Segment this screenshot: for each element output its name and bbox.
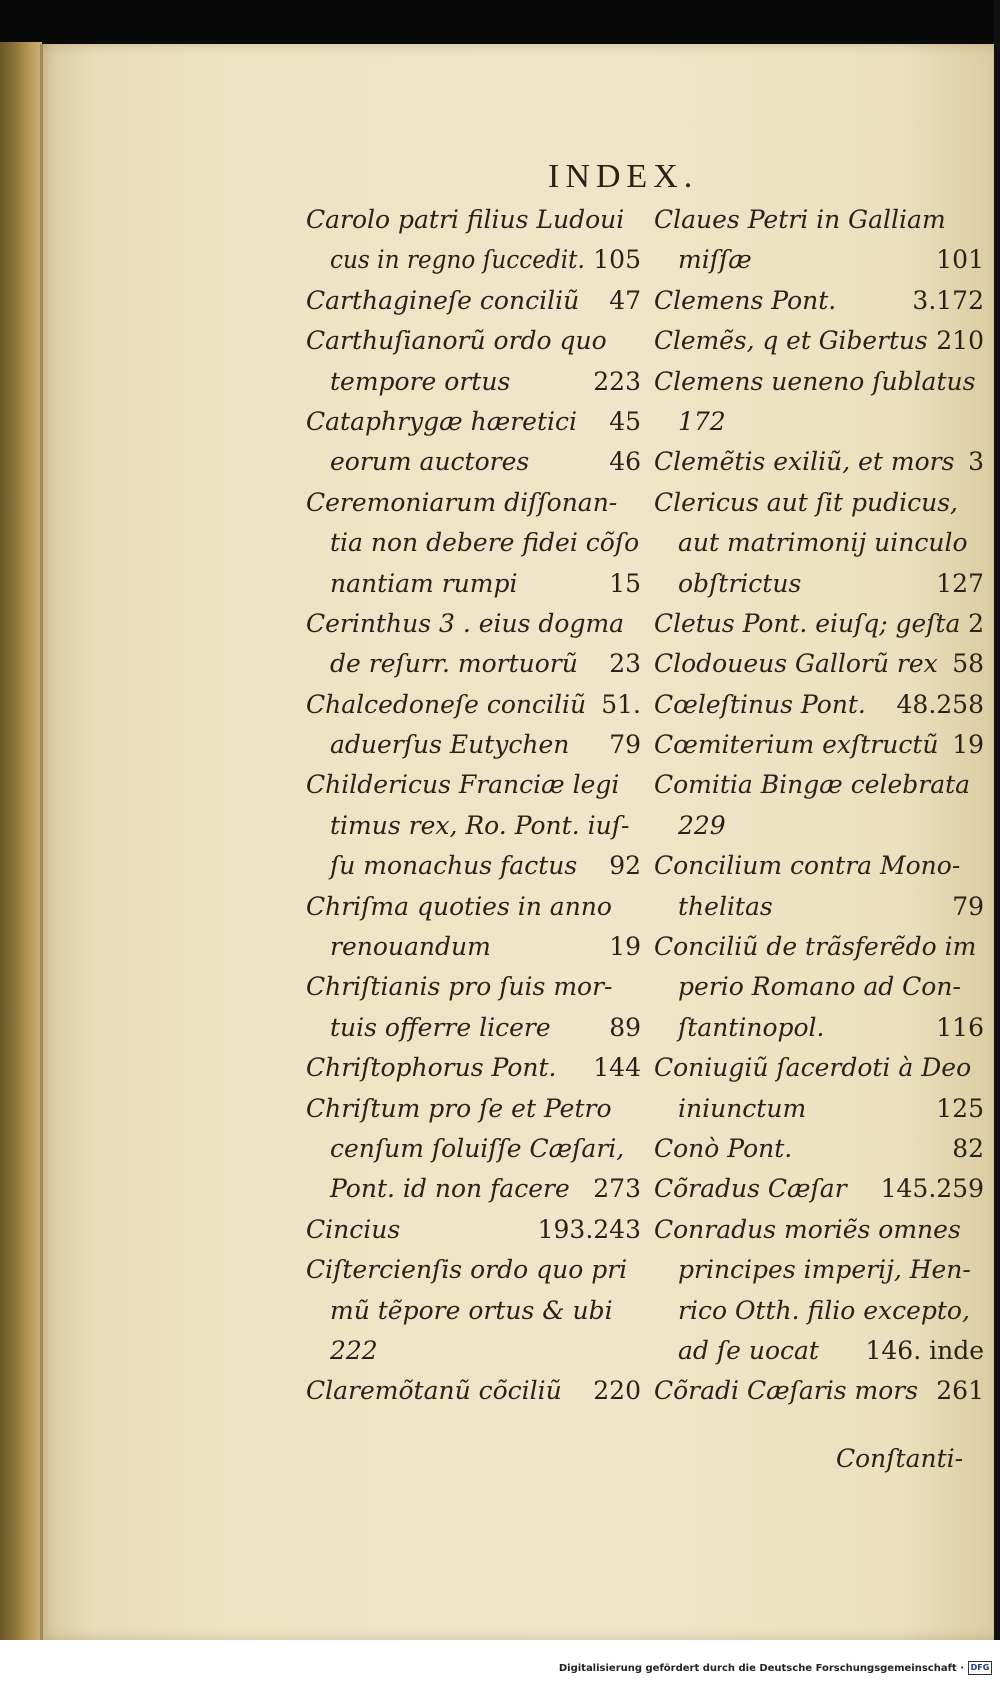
index-entry-text: Conò Pont. [654,1133,793,1163]
index-entry-text: Cincius [306,1214,401,1244]
index-entry-line [306,1129,641,1169]
index-column-left [306,200,641,1412]
index-entry-text: Clemẽtis exiliũ, et mors [654,447,955,477]
index-page-number: 261 [936,1376,984,1406]
index-entry-text: Ceremoniarum diſſonan- [306,487,618,517]
index-entry-text: cenſum ſoluiſſe Cæſari, [330,1133,625,1163]
index-entry-line [654,1129,984,1169]
book-spine [0,42,42,1640]
index-entry-text: Cõradus Cæſar [654,1174,847,1204]
index-entry-line [654,281,984,321]
page-edge [40,44,43,1640]
index-entry-text: cus in regno ſuccedit. [330,245,585,275]
index-entry-text: Claues Petri in Galliam [654,205,946,234]
index-entry-text: Chriſtianis pro ſuis mor- [306,972,613,1002]
index-page-number: 45 [609,406,641,436]
index-entry-line [654,967,984,1007]
index-entry-text: Clericus aut ſit pudicus, [654,487,958,517]
index-entry-line [306,927,641,967]
index-entry-text: Chalcedoneſe conciliũ [306,689,587,719]
index-entry-line [654,1291,984,1331]
index-entry-text: Clemens ueneno ſublatus [654,366,976,396]
index-entry-line [654,1008,984,1048]
index-page-number: 127 [936,568,984,598]
index-entry-line [306,240,641,280]
index-entry-text: obſtrictus [678,568,802,598]
index-entry-text: Concilium contra Mono- [654,851,961,881]
index-entry-text: aut matrimonij uinculo [678,528,968,558]
index-entry-line [654,1048,984,1088]
funding-credit: Digitalisierung gefördert durch die Deutsche Forschungsgemeinschaft · [558,1663,964,1674]
index-page-number: 19 [609,932,641,962]
index-entry-line [306,564,641,604]
index-entry-line [654,362,984,402]
index-entry-text: Coniugiũ ſacerdoti à Deo [654,1053,972,1083]
index-entry-line [654,564,984,604]
index-entry-text: Conciliũ de trãsferẽdo im [654,932,977,962]
index-entry-text: Cœleſtinus Pont. [654,689,866,719]
scan-right-margin [994,0,1000,1640]
index-entry-line [654,765,984,805]
index-column-right [654,200,984,1412]
index-page-number: 51. [601,689,641,719]
index-page-number: 193.243 [537,1214,641,1244]
index-page-number: 3 [968,447,984,477]
index-entry-line [654,1371,984,1411]
index-entry-text: tia non debere fidei cõſo [330,528,640,558]
index-entry-text: miſſæ [678,245,752,275]
index-page-number: 105 [593,245,641,275]
index-entry-text: thelitas [678,891,773,921]
index-page-number: 47 [609,285,641,315]
index-entry-line [306,1048,641,1088]
index-entry-line [306,200,641,240]
index-page-number: 273 [593,1174,641,1204]
index-entry-text: timus rex, Ro. Pont. iuſ- [330,810,630,840]
index-entry-line [654,240,984,280]
index-entry-line [654,685,984,725]
index-page-number: 146. inde [865,1335,984,1365]
index-entry-text: Carthagineſe conciliũ [306,285,580,315]
index-page-number: 19 [952,730,984,760]
index-entry-text: ad ſe uocat [678,1335,819,1365]
index-page-number: 144 [593,1053,641,1083]
index-page-number: 89 [609,1012,641,1042]
index-entry-line [654,442,984,482]
scan-top-margin [0,0,1000,40]
index-entry-text: Childericus Franciæ legi [306,770,620,800]
index-entry-line [306,523,641,563]
index-entry-text: 222 [330,1335,378,1365]
index-entry-line [654,806,984,846]
index-page-number: 220 [593,1376,641,1406]
index-entry-line [306,1210,641,1250]
index-entry-line [654,1331,984,1371]
index-entry-text: Cerinthus 3 . eius dogma [306,608,625,638]
index-page-number: 125 [936,1093,984,1123]
index-entry-text: renouandum [330,932,491,962]
index-entry-line [654,1169,984,1209]
index-entry-text: 229 [678,810,726,840]
index-page-number: 82 [952,1133,984,1163]
index-entry-text: Clemẽs, q et Gibertus [654,326,928,356]
index-entry-line [306,483,641,523]
index-entry-line [306,644,641,684]
index-page-number: 46 [609,447,641,477]
index-entry-line [306,1089,641,1129]
index-entry-line [306,1291,641,1331]
index-entry-line [306,402,641,442]
index-entry-text: Chriſtum pro ſe et Petro [306,1093,612,1123]
index-page-number: 223 [593,366,641,396]
index-entry-line [654,200,984,240]
index-page-number: 79 [952,891,984,921]
index-entry-line [654,321,984,361]
index-page-number: 79 [609,730,641,760]
index-entry-line [654,402,984,442]
index-page-number: 58 [952,649,984,679]
index-page-number: 2 [968,608,984,638]
index-entry-line [306,281,641,321]
index-page-number: 101 [936,245,984,275]
index-page-number: 23 [609,649,641,679]
index-entry-line [654,644,984,684]
index-entry-text: aduerſus Eutychen [330,730,570,760]
index-entry-line [306,604,641,644]
index-entry-text: Cletus Pont. eiuſq; geſta [654,608,961,638]
index-entry-line [306,1250,641,1290]
index-entry-text: ſtantinopol. [678,1012,825,1042]
index-entry-line [306,442,641,482]
index-entry-line [654,483,984,523]
index-page-number: 3.172 [912,285,984,315]
index-entry-line [306,362,641,402]
index-entry-text: ſu monachus factus [330,851,578,881]
index-entry-line [306,1331,641,1371]
index-entry-text: Cataphrygæ hæretici [306,406,577,436]
index-page-number: 48.258 [896,689,984,719]
index-entry-text: Carolo patri filius Ludoui [306,205,625,234]
index-page-number: 92 [609,851,641,881]
dfg-logo: DFG [968,1661,992,1675]
index-page-number: 116 [936,1012,984,1042]
index-entry-line [654,846,984,886]
index-entry-line [306,725,641,765]
index-entry-text: Cõradi Cæſaris mors [654,1376,919,1406]
catchword: Conſtanti- [836,1444,964,1473]
index-entry-text: mũ tẽpore ortus & ubi [330,1295,613,1325]
index-entry-line [654,1250,984,1290]
index-entry-line [654,725,984,765]
index-entry-line [306,685,641,725]
index-entry-line [306,1008,641,1048]
index-entry-text: Claremõtanũ cõciliũ [306,1376,562,1406]
index-entry-line [654,1089,984,1129]
index-page-number: 15 [609,568,641,598]
index-entry-text: Clodoueus Gallorũ rex [654,649,938,679]
index-entry-line [306,1169,641,1209]
index-entry-text: Clemens Pont. [654,285,837,315]
index-entry-line [306,1371,641,1411]
index-entry-text: rico Otth. filio excepto, [678,1295,970,1325]
index-entry-text: tuis offerre licere [330,1012,551,1042]
index-entry-line [306,806,641,846]
index-entry-text: eorum auctores [330,447,530,477]
index-page-number: 210 [936,326,984,356]
index-entry-text: Comitia Bingæ celebrata [654,770,971,800]
index-entry-line [306,765,641,805]
index-entry-text: de reſurr. mortuorũ [330,649,578,679]
index-entry-line [654,887,984,927]
index-entry-text: Cœmiterium exſtructũ [654,730,939,760]
index-entry-line [654,1210,984,1250]
index-entry-text: principes imperij, Hen- [678,1255,971,1285]
index-entry-text: Chriſtophorus Pont. [306,1053,557,1083]
index-entry-text: Carthuſianorũ ordo quo [306,326,607,356]
index-entry-text: 172 [678,406,726,436]
index-entry-text: Chriſma quoties in anno [306,891,612,921]
index-page-number: 145.259 [880,1174,984,1204]
index-entry-text: Conradus moriẽs omnes [654,1214,961,1244]
index-entry-text: perio Romano ad Con- [678,972,961,1002]
index-entry-line [654,604,984,644]
index-entry-text: tempore ortus [330,366,511,396]
index-entry-line [306,321,641,361]
index-entry-text: Pont. id non facere [330,1174,570,1204]
index-entry-line [306,967,641,1007]
index-entry-line [654,523,984,563]
index-entry-text: iniunctum [678,1093,807,1123]
index-entry-line [306,846,641,886]
index-entry-line [654,927,984,967]
running-head: INDEX. [548,158,699,195]
index-entry-text: nantiam rumpi [330,568,518,598]
index-entry-text: Ciſtercienſis ordo quo pri [306,1255,628,1285]
index-entry-line [306,887,641,927]
